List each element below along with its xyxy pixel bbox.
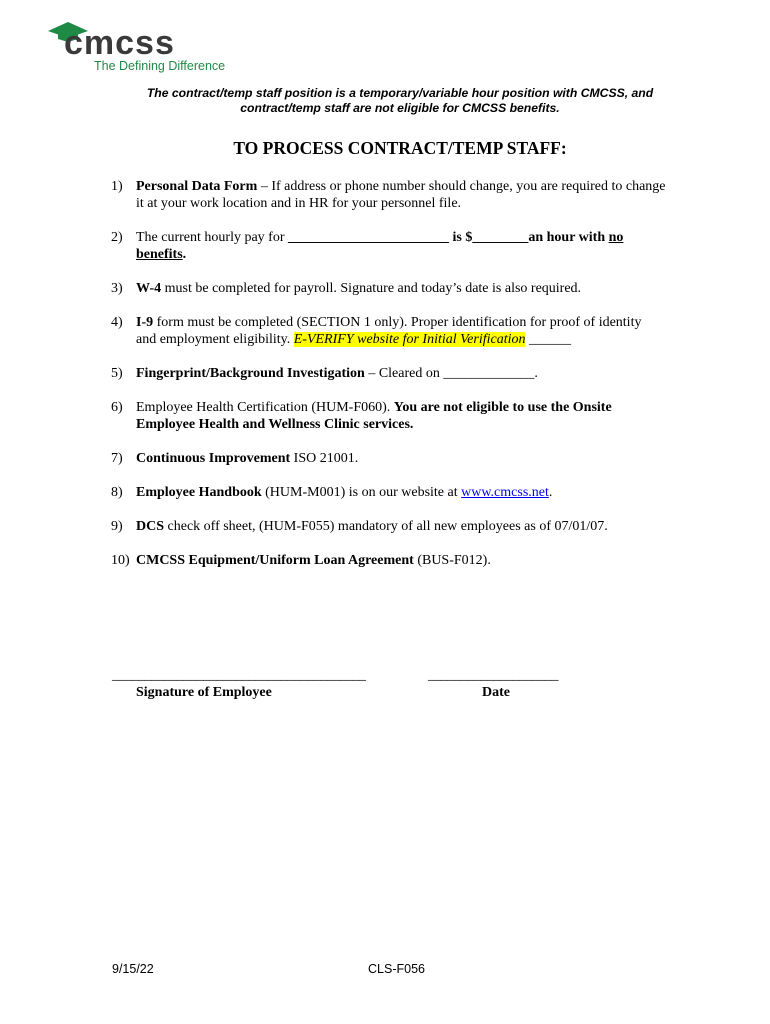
list-item-health-cert (111, 399, 701, 433)
footer-form-code: CLS-F056 (368, 962, 425, 976)
item-number: 6) (111, 400, 123, 415)
intro-notice (110, 86, 690, 116)
item-number: 3) (111, 281, 123, 296)
item-text-line-2: and employment eligibility. (136, 332, 294, 347)
item-bold-text-line-2: Employee Health and Wellness Clinic services. (136, 417, 414, 432)
everify-highlight: E-VERIFY website for Initial Verification (293, 332, 526, 347)
item-title: I-9 (136, 315, 154, 330)
cmcss-logo (48, 22, 248, 76)
benefits-text: benefits (136, 247, 183, 262)
item-text-line-2: it at your work location and in HR for your personnel file. (136, 196, 462, 211)
process-list (111, 178, 701, 569)
list-item-dcs (111, 518, 701, 535)
intro-line-1: The contract/temp staff position is a temporary/variable hour position with CMCSS, and (146, 86, 654, 100)
item-text: – Cleared on _____________. (364, 366, 538, 381)
item-title: Fingerprint/Background Investigation (136, 366, 365, 381)
item-text: The current hourly pay for (136, 230, 288, 245)
item-title: W-4 (136, 281, 162, 296)
list-item-w4 (111, 280, 701, 297)
item-bold-text: You are not eligible to use the Onsite (393, 400, 612, 415)
website-link[interactable]: www.cmcss.net (461, 485, 549, 500)
item-number: 10) (111, 553, 130, 568)
item-text: – If address or phone number should change, you are required to change (257, 179, 666, 194)
item-text: (HUM-M001) is on our website at (261, 485, 462, 500)
page-title: TO PROCESS CONTRACT/TEMP STAFF: (233, 138, 567, 158)
item-text: ISO 21001. (290, 451, 359, 466)
list-item-hourly-pay (111, 229, 701, 263)
list-item-fingerprint (111, 365, 701, 382)
footer-date: 9/15/22 (112, 962, 154, 976)
item-title: Continuous Improvement (136, 451, 291, 466)
item-text: must be completed for payroll. Signature and today’s date is also required. (161, 281, 582, 296)
employee-signature-label: Signature of Employee (136, 685, 272, 700)
employee-signature-line[interactable]: _______________________________________ (112, 668, 366, 683)
logo-tagline: The Defining Difference (94, 59, 226, 73)
list-item-personal-data (111, 178, 701, 212)
item-title: Employee Handbook (136, 485, 262, 500)
logo-wordmark: cmcss (64, 24, 175, 62)
item-text: check off sheet, (HUM-F055) mandatory of all new employees as of 07/01/07. (164, 519, 608, 534)
period: . (182, 247, 187, 262)
list-item-i9 (111, 314, 701, 348)
item-number: 1) (111, 179, 123, 194)
everify-blank: ______ (525, 332, 571, 347)
item-text: Employee Health Certification (HUM-F060). (136, 400, 394, 415)
item-number: 2) (111, 230, 123, 245)
item-title: DCS (136, 519, 165, 534)
list-item-continuous-improvement (111, 450, 701, 467)
no-text: no (608, 230, 624, 245)
date-signature-line[interactable]: ____________________ (428, 668, 558, 683)
date-label: Date (482, 685, 510, 700)
item-title: CMCSS Equipment/Uniform Loan Agreement (136, 553, 414, 568)
item-number: 9) (111, 519, 123, 534)
intro-line-2: contract/temp staff are not eligible for CMCSS benefits. (240, 101, 560, 115)
list-item-handbook (111, 484, 701, 501)
list-item-equipment-loan (111, 552, 701, 569)
item-number: 8) (111, 485, 123, 500)
item-text: form must be completed (SECTION 1 only). Proper identification for proof of identity (153, 315, 642, 330)
item-number: 7) (111, 451, 123, 466)
item-number: 5) (111, 366, 123, 381)
item-number: 4) (111, 315, 123, 330)
period: . (548, 485, 553, 500)
item-text: (BUS-F012). (413, 553, 491, 568)
item-title: Personal Data Form (136, 179, 258, 194)
pay-blank: _______________________ is $________an hour with (288, 230, 609, 245)
